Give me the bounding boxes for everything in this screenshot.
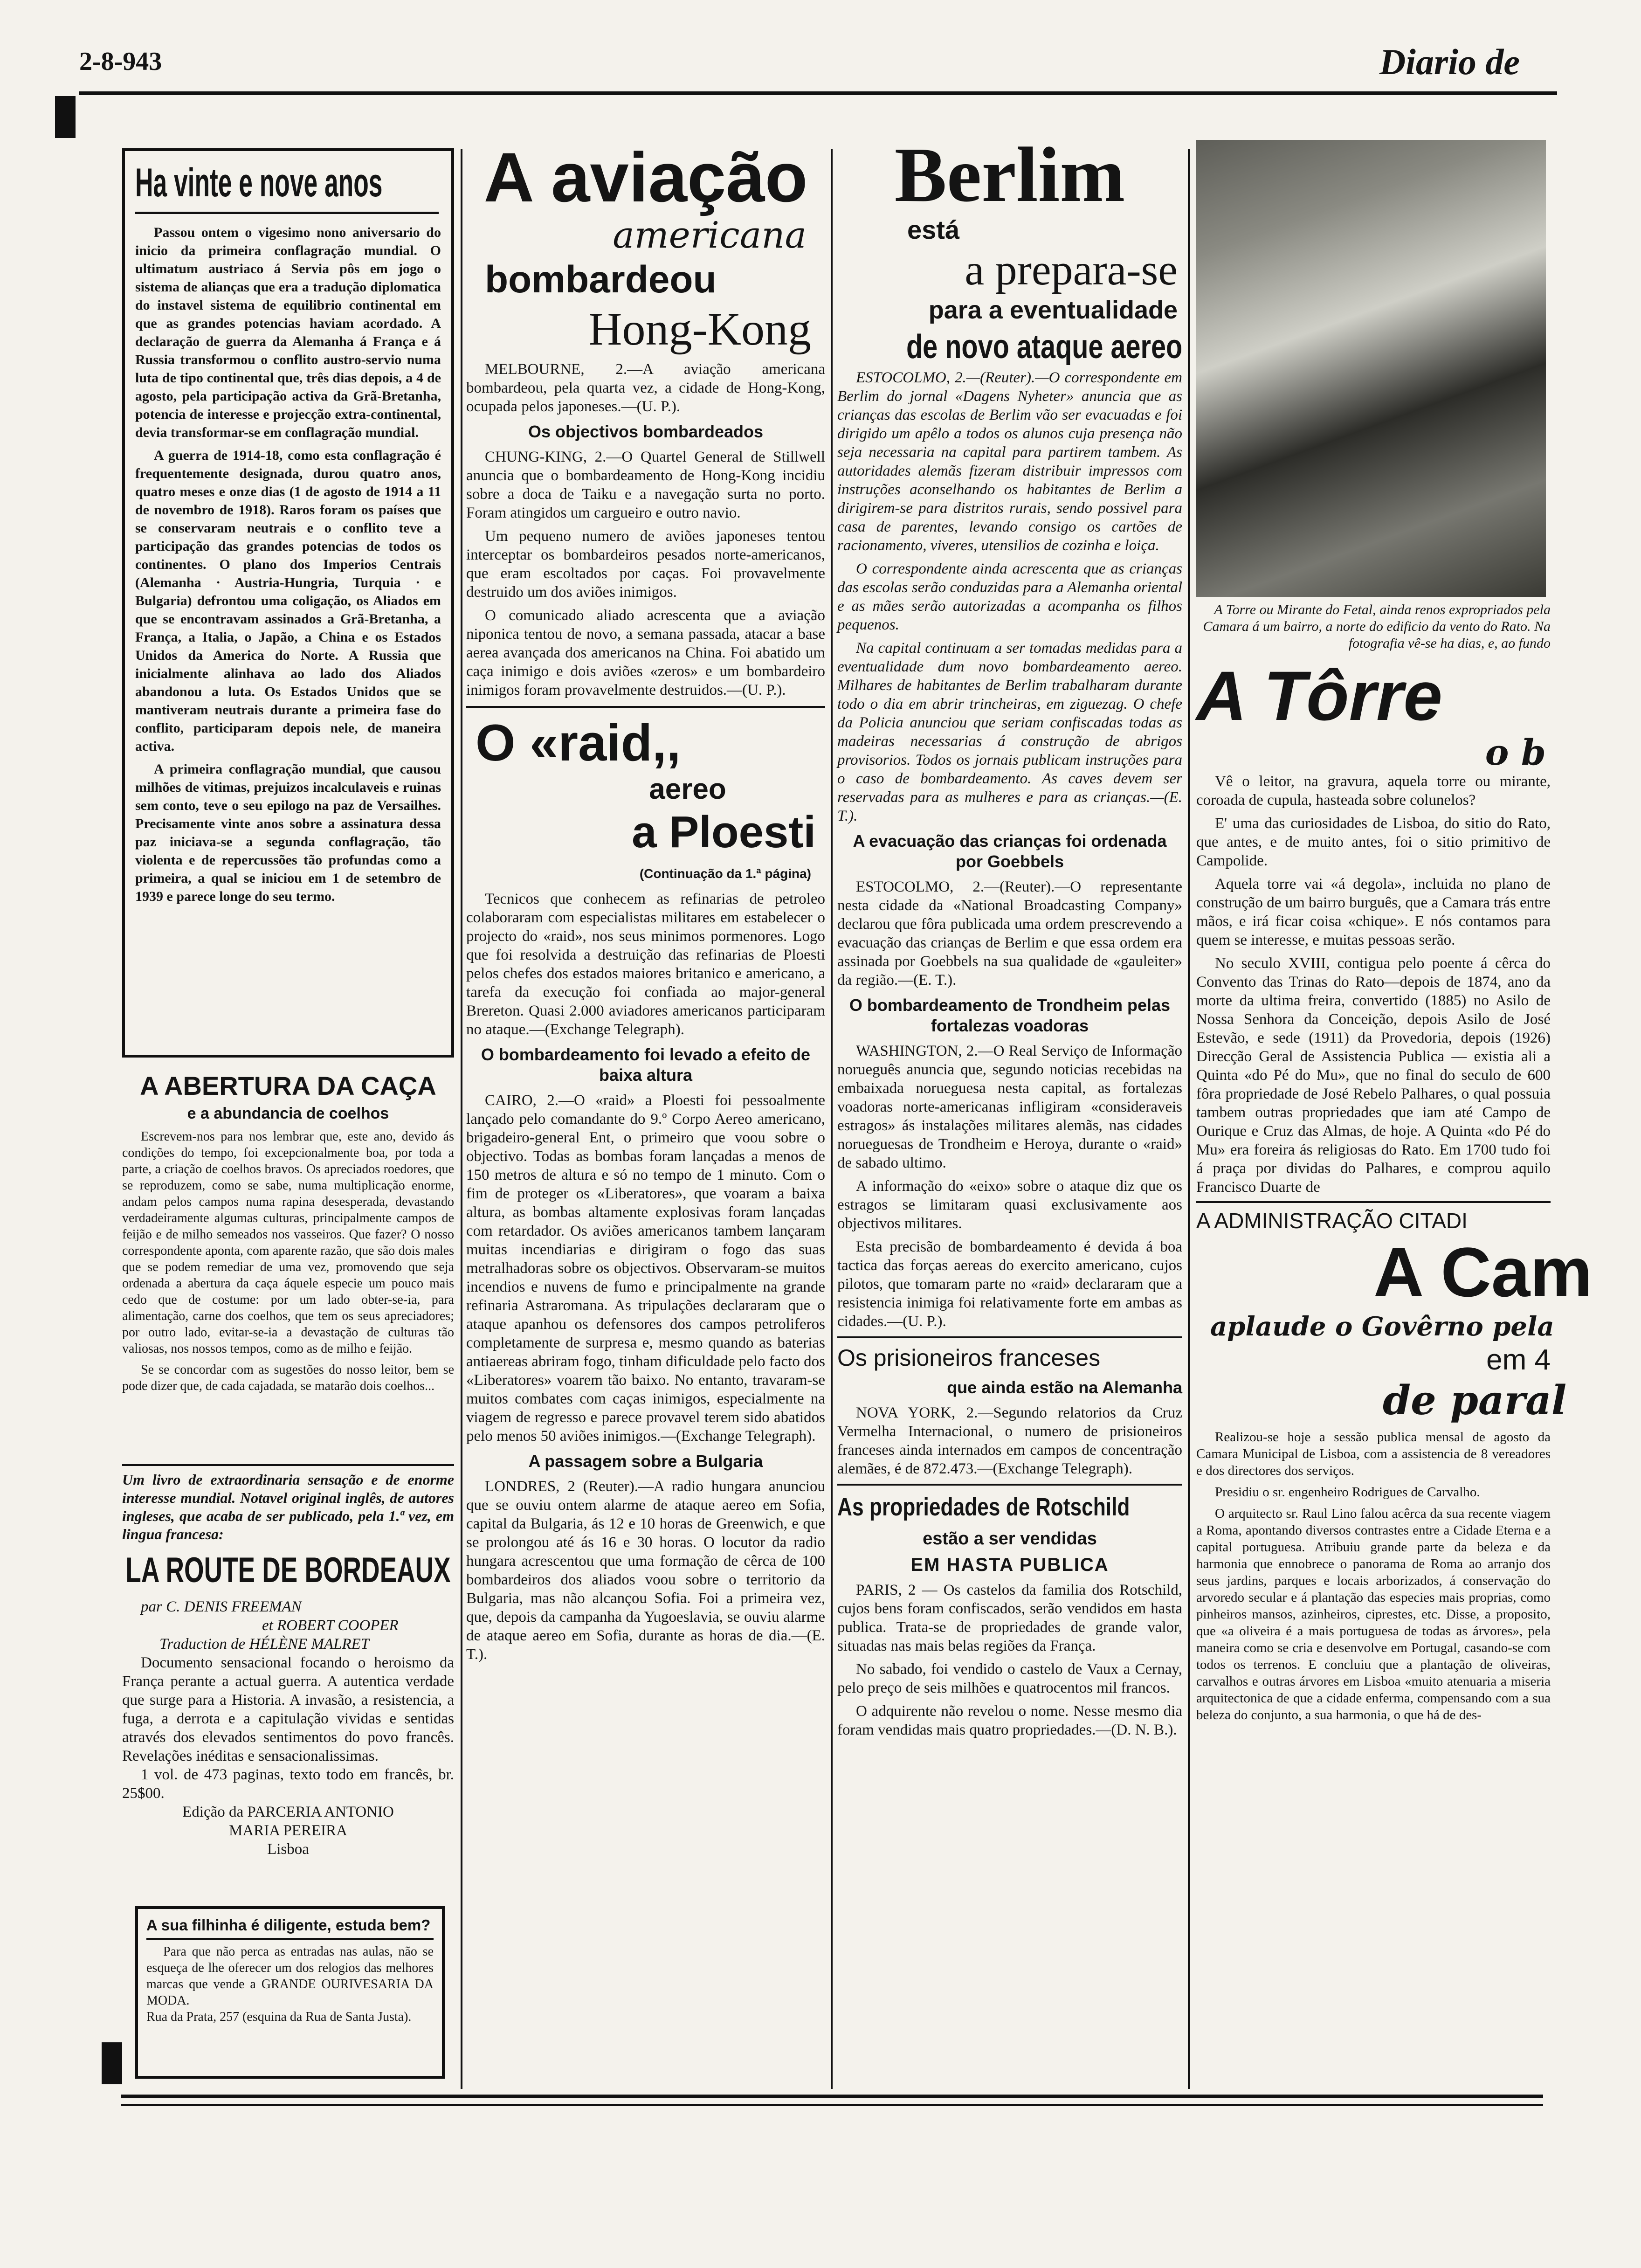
subhead: A passagem sobre a Bulgaria	[528, 1452, 763, 1471]
paragraph: O correspondente ainda acrescenta que as crianças das escolas serão conduzidas para a Alemanha oriental e as mães serão autorizadas a acompanha os filhos pequenos.	[837, 560, 1182, 633]
paragraph: A informação do «eixo» sobre o ataque diz que os estragos se limitaram quasi exclusivamente aos objectivos militares.	[837, 1178, 1182, 1232]
paragraph: PARIS, 2 — Os castelos da familia dos Rotschild, cujos bens foram confiscados, serão vendidos em hasta publica. Trata-se de propriedades de grande valor, situadas nas mais belas regiões da França.	[837, 1582, 1182, 1654]
paragraph: A primeira conflagração mundial, que causou milhões de vitimas, prejuizos incalculaveis e ruinas sem conto, teve o seu epilogo na paz de Versailhes. Precisamente vinte anos sobre a assinatura dessa paz iniciava-se a segunda conflagração, tão violenta e de repercussões tão profundas como a primeira, a qual se iniciou em 1 de setembro de 1939 e parece longe do seu termo.	[135, 761, 441, 904]
headline-prisioneiros: Os prisioneiros franceses	[837, 1345, 1101, 1371]
subhead: estão a ser vendidas	[923, 1529, 1097, 1549]
paragraph: WASHINGTON, 2.—O Real Serviço de Informação norueguês anuncia que, segundo noticias recebidas na embaixada norueguesa nesta capital, as fortalezas voadoras norte-americanas infligiram «consideraveis estragos» ás instalações militares alemãs, nas cidades norueguesas de Trondheim e Heroya, durante o «raid» de sabado ultimo.	[837, 1043, 1182, 1171]
paragraph: Aquela torre vai «á degola», incluida no plano de construção de um bairro burguês, que a Camara trás entre mãos, e irá ficar coisa «chique». E nós contamos para quem se interesse, e muitas pessoas serão.	[1196, 876, 1551, 948]
headline-a-prepara-se: a prepara-se	[965, 246, 1178, 294]
paragraph: CAIRO, 2.—O «raid» a Ploesti foi pessoalmente lançado pelo comandante do 9.º Corpo Aereo americano, brigadeiro-general Ent, o primeiro que voou sobre o objectivo. Todas as bombas foram lançadas a menos de 150 metros de altura e só no tempo de 1 minuto. Com o fim de proteger os «Liberatores», que voaram a baixa altura, as bombas altamente explosivas foram lançadas com retardador. Os aviões americanos tambem lançaram muitas incendiarias e dirigiram o fogo das suas metralhadoras sobre os objectivos. Observaram-se muitos incendios e nuvens de fumo e principalmente na grande refinaria Astraromana. As tripulações declararam que o ataque apanhou os defensores dos campos petroliferos completamente de surpresa e, mesmo quando as baterias antiaereas abriram fogo, tinham dificuldade pelo facto dos «Liberatores» voarem tão baixo. No entanto, travaram-se muitos combates com caças inimigos, especialmente na viagem de regresso e parece provavel terem sido abatidos pelo menos 50 aviões inimigos.—(Exchange Telegraph).	[466, 1092, 825, 1445]
ad-address: Rua da Prata, 257 (esquina da Rua de Santa Justa).	[146, 2010, 412, 2024]
headline-para-a-eventualidade: para a eventualidade	[928, 296, 1178, 324]
subhead: O bombardeamento foi levado a efeito de baixa altura	[481, 1045, 811, 1085]
section-administracao: A ADMINISTRAÇÃO CITADI	[1196, 1209, 1468, 1233]
article-a-torre	[1196, 140, 1593, 2084]
book-advertisement	[122, 1471, 454, 1900]
article-aviacao-americana	[466, 140, 825, 2084]
book-publisher-3: Lisboa	[267, 1841, 309, 1858]
paragraph: LONDRES, 2 (Reuter).—A radio hungara anunciou que se ouviu ontem alarme de ataque aereo em Sofia, capital da Bulgaria, ás 12 e 10 horas de Greenwich, e que se prolongou até ás 16 e 30 horas. O locutor da radio hungara acrescentou que uma formação de cêrca de 100 bombardeiros dos aliados voou sobre o territorio da Bulgaria, mas não alcançou Sofia. Foi a primeira vez, que, depois da campanha da Yugoeslavia, se ouviu alarme de ataque aereo em Sofia, durante as horas de dia.—(E. T.).	[466, 1478, 825, 1663]
book-publisher-2: MARIA PEREIRA	[229, 1822, 347, 1839]
headline-berlim: Berlim	[894, 131, 1125, 218]
subhead: Os objectivos bombardeados	[528, 422, 764, 441]
headline-esta: está	[907, 215, 960, 244]
headline-bombardeou: bombardeou	[485, 258, 717, 301]
subhead: que ainda estão na Alemanha	[947, 1378, 1182, 1397]
book-volume: 1 vol. de 473 paginas, texto todo em francês, br. 25$00.	[122, 1766, 454, 1802]
paragraph: ESTOCOLMO, 2.—(Reuter).—O representante nesta cidade da «National Broadcasting Company» declarou que fôra publicada uma ordem prescrevendo a evacuação das crianças de Berlim e que essa ordem era assinada por Goebbels na sua qualidade de «gauleiter» da região.—(E. T.).	[837, 878, 1182, 989]
photo-caption: A Torre ou Mirante do Fetal, ainda renos expropriados pela Camara á um bairro, a norte do edificio da vento do Rato. Na fotografia vê-se ha dias, e, ao fundo	[1203, 602, 1551, 651]
column-divider-1	[461, 149, 462, 2089]
subhead: A evacuação das crianças foi ordenada por Goebbels	[853, 831, 1167, 871]
headline-aplaude: aplaude o Govêrno pela	[1210, 1311, 1554, 1342]
section-rule	[466, 706, 825, 708]
article-title: A ABERTURA DA CAÇA	[140, 1071, 436, 1100]
headline-rotschild: As propriedades de Rotschild	[837, 1493, 1130, 1521]
article-berlim	[837, 131, 1183, 2084]
ad-body: Para que não perca as entradas nas aulas, não se esqueça de lhe oferecer um dos relogios das melhores marcas que vende a GRANDE OURIVESARIA DA MODA.	[146, 1944, 434, 2008]
column-divider-2	[831, 149, 833, 2089]
article-abertura-da-caca	[122, 1071, 454, 1467]
register-mark-bottom	[102, 2042, 122, 2084]
book-publisher-1: Edição da PARCERIA ANTONIO	[182, 1804, 394, 1820]
headline-hong-kong: Hong-Kong	[588, 303, 811, 355]
book-author-1: par C. DENIS FREEMAN	[141, 1598, 302, 1615]
headline-o-raid: O «raid,,	[476, 714, 681, 772]
top-rule	[79, 91, 1557, 95]
ad-title: A sua filhinha é diligente, estuda bem?	[146, 1915, 434, 1940]
section-rule	[837, 1336, 1182, 1338]
headline-o-b: o b	[1485, 732, 1546, 773]
paragraph: E' uma das curiosidades de Lisboa, do sitio do Rato, que antes, e de muito antes, foi o sitio primitivo de Campolide.	[1196, 815, 1551, 869]
book-intro: Um livro de extraordinaria sensação e de enorme interesse mundial. Notavel original inglês, de autores ingleses, que acaba de ser publicado, pela 1.ª vez, em lingua francesa:	[122, 1471, 454, 1542]
article-subtitle: e a abundancia de coelhos	[187, 1105, 389, 1122]
column-divider-3	[1188, 149, 1190, 2089]
paragraph: Passou ontem o vigesimo nono aniversario do inicio da primeira conflagração mundial. O ultimatum austriaco á Servia pôs em jogo o sistema de alianças que era a tradução diplomatica do instavel sistema de equilibrio continental em que as grandes potencias haviam acordado. A declaração de guerra da Alemanha á França e á Russia transformou o conflito austro-servio numa luta de tipo continental que, três dias depois, a 4 de agosto, pela participação activa da Grã-Bretanha, potencia de interesse e projecção extra-continental, devia transformar-se em conflagração mundial.	[135, 225, 441, 440]
paragraph: Presidiu o sr. engenheiro Rodrigues de Carvalho.	[1215, 1485, 1480, 1500]
headline-de-paral: de paral	[1383, 1377, 1567, 1424]
paragraph: A guerra de 1914-18, como esta conflagração é frequentemente designada, durou quatro anos, quatro meses e onze dias (1 de agosto de 1914 a 11 de novembro de 1918). Raros foram os países que se conservaram neutrais e o conflito teve a participação das grandes potencias de todos os continentes. O plano dos Imperios Centrais (Alemanha · Austria-Hungria, Turquia · e Bulgaria) defrontou uma coligação, os Aliados em que se encontravam assinados a Grã-Bretanha, a França, a Italia, o Japão, a China e os Estados Unidos da America do Norte. A Russia que inicialmente alinhava ao lado dos Aliados abandonou a luta. Os Estados Unidos que se mantiveram neutrais durante a primeira fase do conflito, participaram depois nele, de maneira activa.	[135, 448, 441, 754]
paragraph: O adquirente não revelou o nome. Nesse mesmo dia foram vendidas mais quatro propriedades.—(D. N. B.).	[837, 1703, 1182, 1738]
paragraph: Realizou-se hoje a sessão publica mensal de agosto da Camara Municipal de Lisboa, com a assistencia de 8 vereadores e dos directores dos serviços.	[1196, 1430, 1551, 1478]
register-mark-top	[55, 96, 76, 138]
paragraph: Se se concordar com as sugestões do nosso leitor, bem se pode dizer que, de cada cajadada, se matarão dois coelhos...	[122, 1362, 454, 1393]
paragraph: No sabado, foi vendido o castelo de Vaux a Cernay, pelo preço de seis milhões e quatrocentos mil francos.	[837, 1661, 1182, 1696]
headline-em: em 4	[1486, 1344, 1551, 1376]
headline-a-camara: A Cam	[1373, 1233, 1593, 1311]
headline-a-torre: A Tôrre	[1196, 657, 1442, 735]
book-description: Documento sensacional focando o heroismo da França perante a actual guerra. A autentica verdade que surge para a Historia. A invasão, a resistencia, a fuga, a derrota e a capitulação vividas e sentidas através dos elevados sentimentos do povo francês. Revelações inéditas e sensacionalissimas.	[122, 1654, 454, 1764]
headline-a-ploesti: a Ploesti	[632, 807, 816, 857]
headline-americana: americana	[613, 214, 807, 256]
paragraph: No seculo XVIII, contigua pelo poente á cêrca do Convento das Trinas do Rato—depois de 1874, ano da morte da ultima freira, convertido (1885) no Asilo de Nossa Senhora da Conceição, depois Asilo de José Estevão, e sede (1911) da Provedoria, depois (1926) Direcção Geral de Assistencia Publica — existia ali a Quinta «do Pé do Mu», que no final do seculo de 600 fôra propriedade de José Rebelo Palhares, o qual possuia tambem outras propriedades que iam até Campo de Ourique e Cruz das Almas, de hoje. A Quinta «do Pé do Mu» era foreira ás religiosas do Rato. Em 1700 tudo foi á praça por dividas do Palhares, e comprou aquilo Francisco Duarte de	[1196, 955, 1551, 1196]
jewelry-advertisement	[135, 1906, 445, 2079]
section-rule	[122, 1464, 454, 1466]
paragraph: CHUNG-KING, 2.—O Quartel General de Stillwell anuncia que o bombardeamento de Hong-Kong incidiu sobre a doca de Taiku e a navegação surta no porto. Foram atingidos um cargueiro e outro navio.	[466, 449, 825, 521]
paragraph: Escrevem-nos para nos lembrar que, este ano, devido ás condições do tempo, foi excepcionalmente boa, por toda a parte, a criação de coelhos bravos. Os apreciados roedores, que se reproduzem, como se sabe, numa multiplicação enorme, andam pelos campos numa rapina desesperada, devastando verdadeiramente algumas culturas, principalmente campos de feijão e de milho semeados nos vasseiros. Que fazer? O nosso correspondente aponta, com aparente razão, que são dois males que se podem remediar de uma vez, promovendo que seja ordenada a abertura da caça áquele especie um pouco mais cedo que de costume: por um lado obter-se-ia, para alimentação, carne dos coelhos, que tem os seus apreciadores; por outro lado, evitar-se-ia a devastação de culturas tão valiosas, nos nossos tempos, como as de milho e feijão.	[122, 1129, 454, 1356]
book-title: LA ROUTE DE BORDEAUX	[125, 1550, 451, 1590]
masthead: Diario de	[1379, 41, 1520, 82]
subhead: EM HASTA PUBLICA	[910, 1555, 1109, 1575]
paragraph: ESTOCOLMO, 2.—(Reuter).—O correspondente em Berlim do jornal «Dagens Nyheter» anuncia que as crianças das escolas de Berlim vão ser evacuadas e foi dirigido um apêlo a todos os alunos cuja presença não seja necessaria na capital para partirem tambem. As autoridades alemãs fizeram distribuir impressos com instruções aconselhando os habitantes de Berlim a dirigirem-se para distritos rurais, sendo possivel para casa de parentes, levando consigo os cartões de racionamento, viveres, utensilios de cozinha e loiça.	[837, 369, 1182, 554]
continuation-note: (Continuação da 1.ª página)	[639, 866, 811, 881]
bottom-rule	[121, 2095, 1543, 2098]
section-rule	[1196, 1201, 1551, 1203]
paragraph: O arquitecto sr. Raul Lino falou acêrca da sua recente viagem a Roma, apontando diversos contrastes entre a Cidade Eterna e a capital portuguesa. Atribuiu grande parte da beleza e da harmonia que ennobrece o panorama de Roma ao arranjo dos seus jardins, parques e locais arborizados, á conservação do arvoredo secular e á plantação das especies mais proprias, como pinheiros mansos, azinheiros, ciprestes, etc. Disse, a proposito, que «a oliveira é a mais portuguesa de todas as árvores», pela maneira como se cria e desenvolve em Portugal, casando-se com todos os terrenos. E concluiu que a plantação de oliveiras, carvalhos e outras árvores em Lisboa «muito atenuaria a miseria arquitectonica de que a cidade enferma, compensando com a sua beleza do conjunto, a sua harmonia, o que há de des-	[1196, 1506, 1551, 1722]
paragraph: Tecnicos que conhecem as refinarias de petroleo colaboraram com especialistas militares em estabelecer o projecto do «raid», nos seus minimos pormenores. Logo que foi resolvida a destruição das refinarias de Ploesti pelos chefes dos estados maiores britanico e americano, a tarefa da execução foi confiada ao major-general Brereton. Quasi 2.000 aviadores americanos participaram no ataque.—(Exchange Telegraph).	[466, 891, 825, 1038]
headline-aereo: aereo	[649, 773, 726, 805]
headline-a-aviacao: A aviação	[483, 138, 808, 216]
page-date: 2-8-943	[79, 47, 162, 76]
book-author-2: et ROBERT COOPER	[262, 1617, 399, 1634]
paragraph: NOVA YORK, 2.—Segundo relatorios da Cruz Vermelha Internacional, o numero de prisioneiros franceses ainda internados em campos de concentração alemães, é de 872.473.—(Exchange Telegraph).	[837, 1404, 1182, 1477]
paragraph: O comunicado aliado acrescenta que a aviação niponica tentou de novo, a semana passada, atacar a base aerea avançada dos americanos na China. Foi abatido um caça inimigo e dois aviões «zeros» e um bombardeiro inimigos foram provavelmente destruidos.—(U. P.).	[466, 607, 825, 698]
headline-novo-ataque: de novo ataque aereo	[906, 328, 1183, 366]
section-rule	[837, 1484, 1182, 1486]
article-title: Ha vinte e nove anos	[135, 160, 439, 214]
book-translator: Traduction de HÉLÈNE MALRET	[159, 1636, 370, 1653]
article-ha-vinte-e-nove-anos	[122, 148, 454, 1058]
paragraph: Na capital continuam a ser tomadas medidas para a eventualidade dum novo bombardeamento aereo. Milhares de habitantes de Berlim trabalharam durante todo o dia em abrir trincheiras, em ziguezag. O chefe da Policia anunciou que seriam confiscadas todas as madeiras necessarias á construção de abrigos provisorios. Todos os jornais publicam instruções para o caso de bombardeamento. As caves devem ser reservadas para as mulheres e para as crianças.—(E. T.).	[837, 640, 1182, 824]
torre-photograph	[1196, 140, 1546, 597]
bottom-rule-thin	[121, 2104, 1543, 2106]
paragraph: MELBOURNE, 2.—A aviação americana bombardeou, pela quarta vez, a cidade de Hong-Kong, ocupada pelos japoneses.—(U. P.).	[466, 361, 825, 415]
paragraph: Esta precisão de bombardeamento é devida á boa tactica das forças aereas do exercito americano, cujos pilotos, que tomaram parte no «raid» declararam que a resistencia inimiga foi relativamente forte em ambas as cidades.—(U. P.).	[837, 1238, 1182, 1330]
paragraph: Um pequeno numero de aviões japoneses tentou interceptar os bombardeiros pesados norte-americanos, que eram escoltados por caças. Foi provavelmente destruido um dos aviões inimigos.	[466, 528, 825, 601]
subhead: O bombardeamento de Trondheim pelas fortalezas voadoras	[849, 996, 1171, 1035]
paragraph: Vê o leitor, na gravura, aquela torre ou mirante, coroada de cupula, hasteada sobre colunelos?	[1196, 773, 1551, 809]
